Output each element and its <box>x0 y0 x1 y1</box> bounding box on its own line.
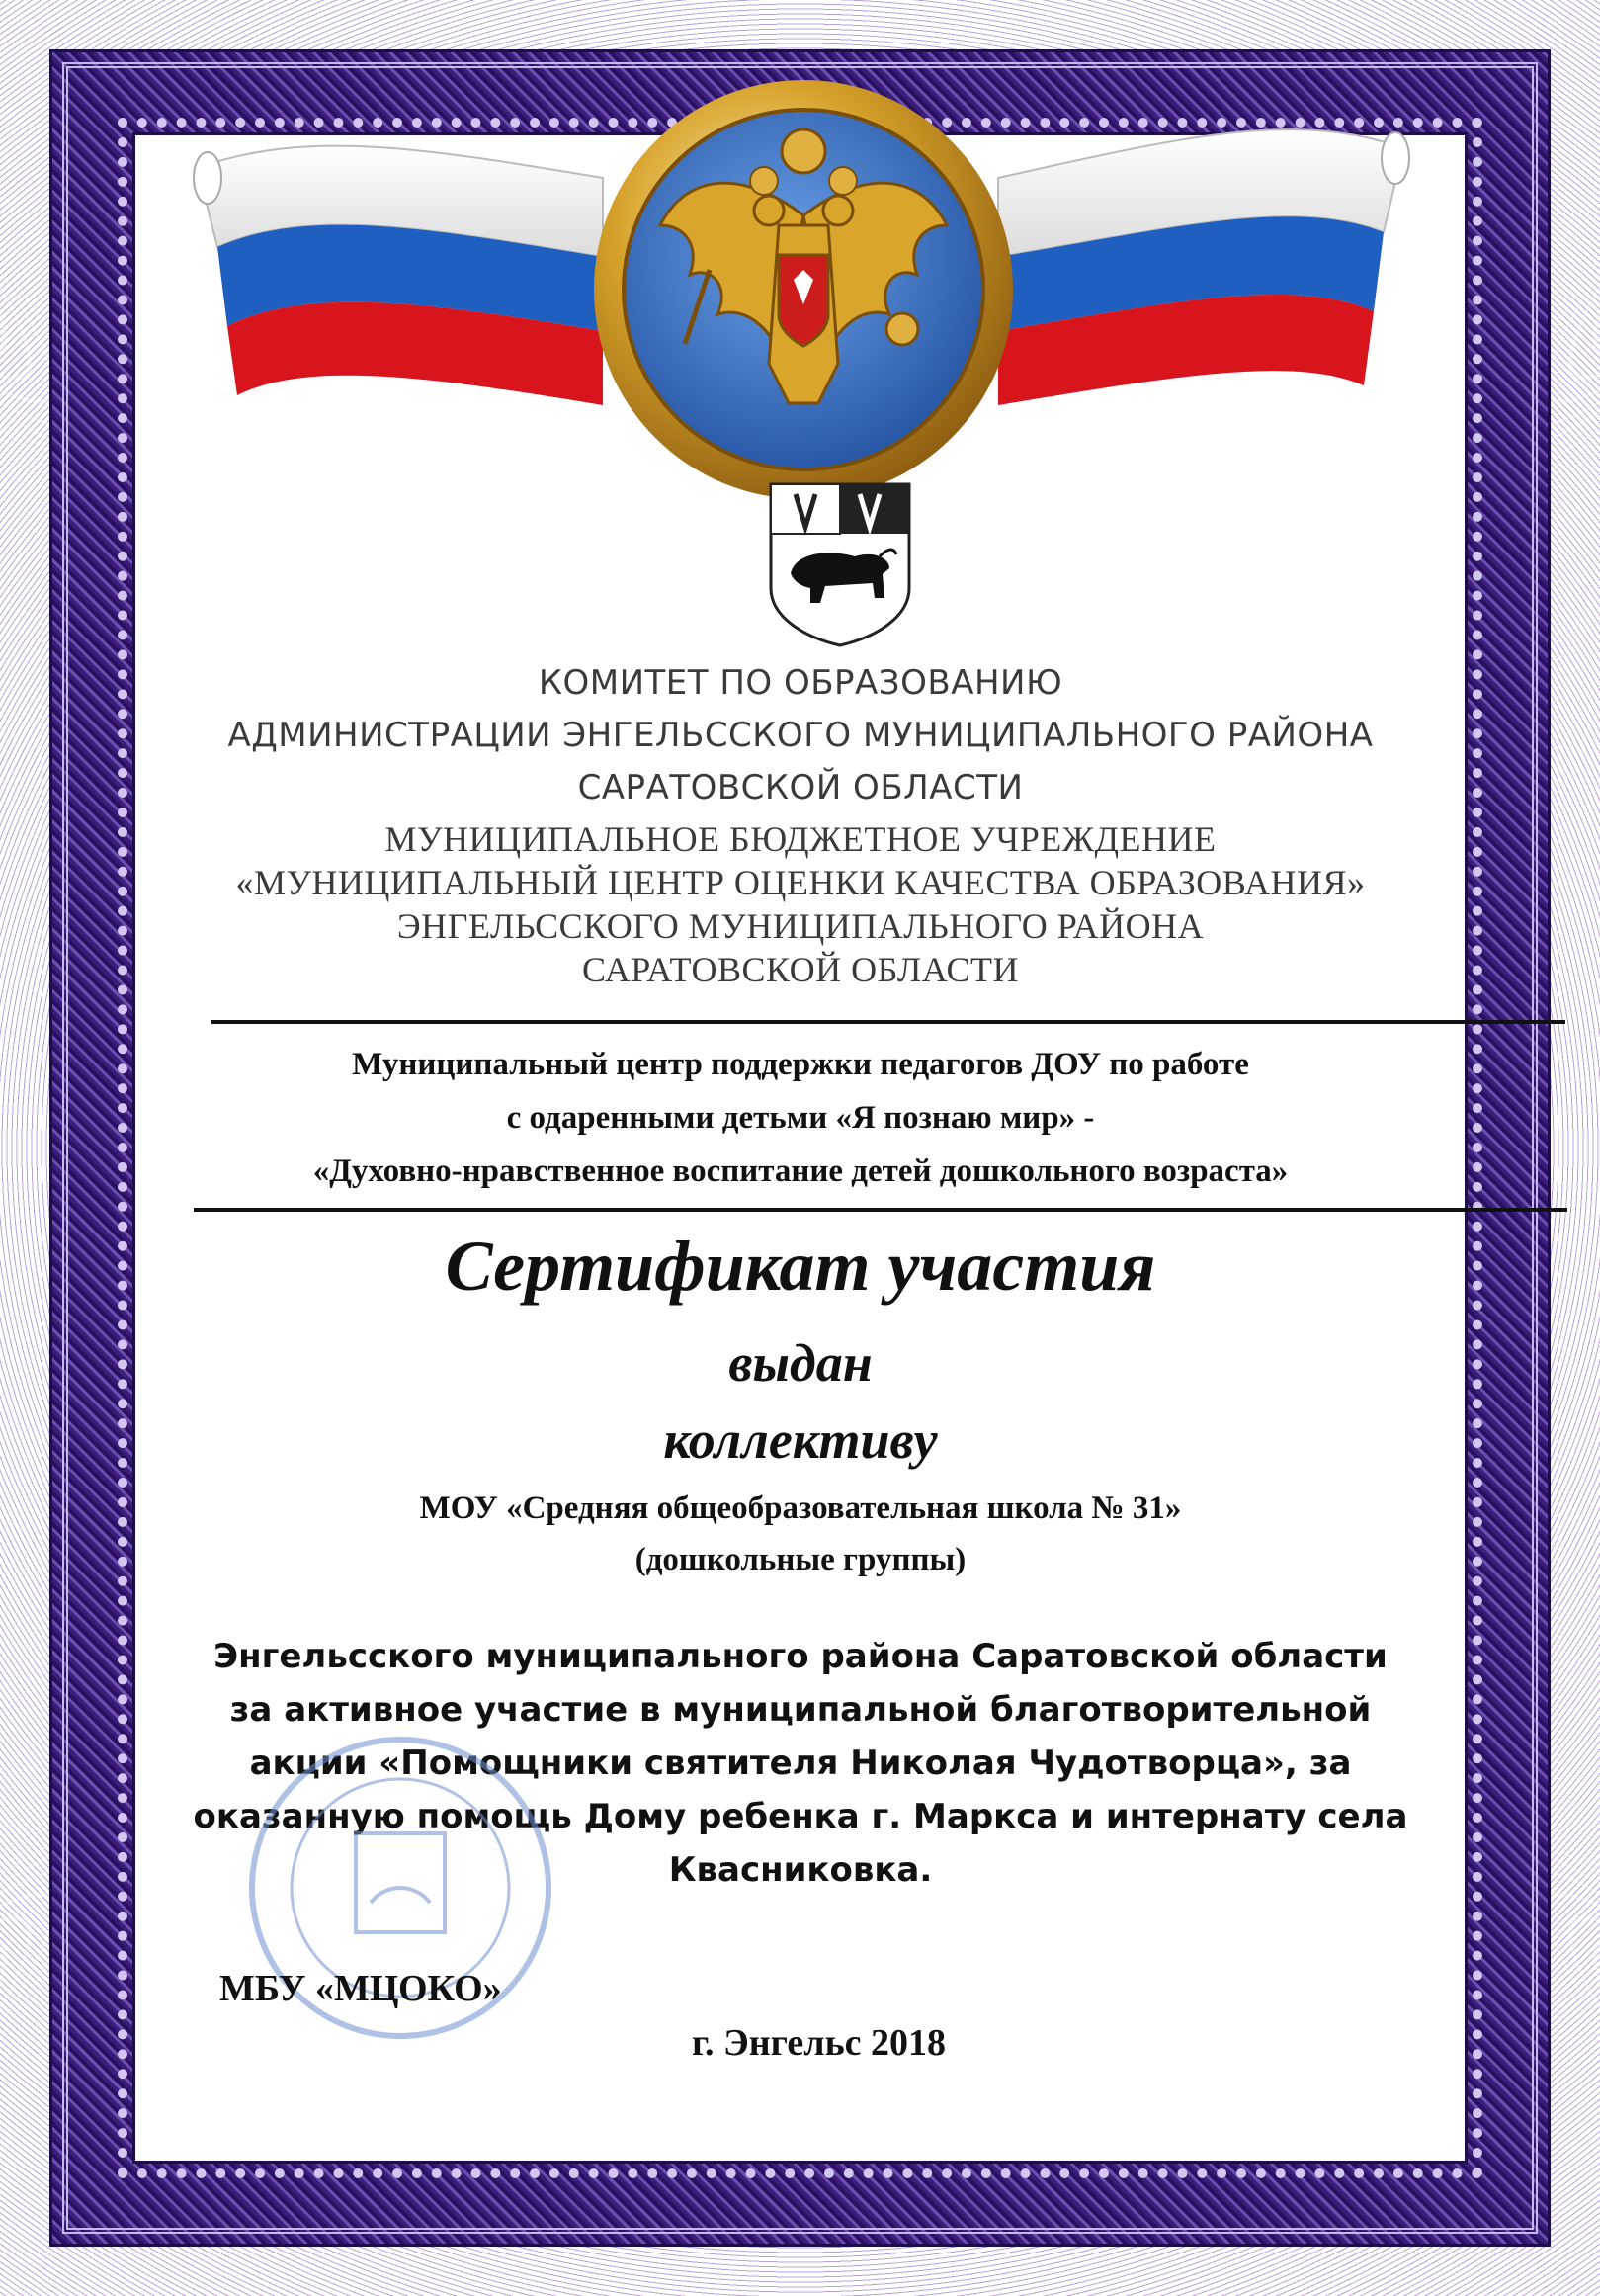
bottom-divider-line <box>194 1208 1567 1212</box>
institution-line-4: САРАТОВСКОЙ ОБЛАСТИ <box>581 950 1019 989</box>
body-line-5: Квасниковка. <box>668 1850 933 1890</box>
committee-line-2: АДМИНИСТРАЦИИ ЭНГЕЛЬССКОГО МУНИЦИПАЛЬНОГО РАЙОНА <box>227 716 1374 755</box>
place-and-year: г. Энгельс 2018 <box>692 2022 947 2064</box>
body-line-4: оказанную помощь Дому ребенка г. Маркса и интернату села <box>193 1797 1408 1836</box>
recipient-subgroup: (дошкольные группы) <box>634 1542 967 1577</box>
russian-coat-of-arms-emblem <box>591 77 1016 502</box>
certificate-title: Сертификат участия <box>445 1227 1156 1306</box>
program-line-3: «Духовно-нравственное воспитание детей дошкольного возраста» <box>312 1153 1289 1189</box>
institution-line-3: ЭНГЕЛЬССКОГО МУНИЦИПАЛЬНОГО РАЙОНА <box>396 906 1205 946</box>
institution-line-2: «МУНИЦИПАЛЬНЫЙ ЦЕНТР ОЦЕНКИ КАЧЕСТВА ОБРАЗОВАНИЯ» <box>235 863 1366 902</box>
program-line-2: с одаренными детьми «Я познаю мир» - <box>506 1100 1095 1136</box>
top-divider-line <box>211 1020 1565 1024</box>
recipient-kind: коллективу <box>663 1410 938 1470</box>
issued-label: выдан <box>728 1333 873 1393</box>
body-line-3: акции «Помощники святителя Николая Чудотворца», за <box>249 1743 1352 1783</box>
engels-city-coat-of-arms <box>766 479 914 647</box>
committee-line-3: САРАТОВСКОЙ ОБЛАСТИ <box>577 768 1024 808</box>
recipient-name: МОУ «Средняя общеобразовательная школа № 31» <box>419 1490 1182 1526</box>
signatory: МБУ «МЦОКО» <box>219 1968 502 2009</box>
program-line-1: Муниципальный центр поддержки педагогов ДОУ по работе <box>352 1047 1249 1082</box>
body-line-1: Энгельсского муниципального района Саратовской области <box>213 1637 1388 1676</box>
committee-line-1: КОМИТЕТ ПО ОБРАЗОВАНИЮ <box>538 663 1063 703</box>
body-line-2: за активное участие в муниципальной благотворительной <box>229 1690 1372 1730</box>
institution-line-1: МУНИЦИПАЛЬНОЕ БЮДЖЕТНОЕ УЧРЕЖДЕНИЕ <box>384 819 1217 859</box>
